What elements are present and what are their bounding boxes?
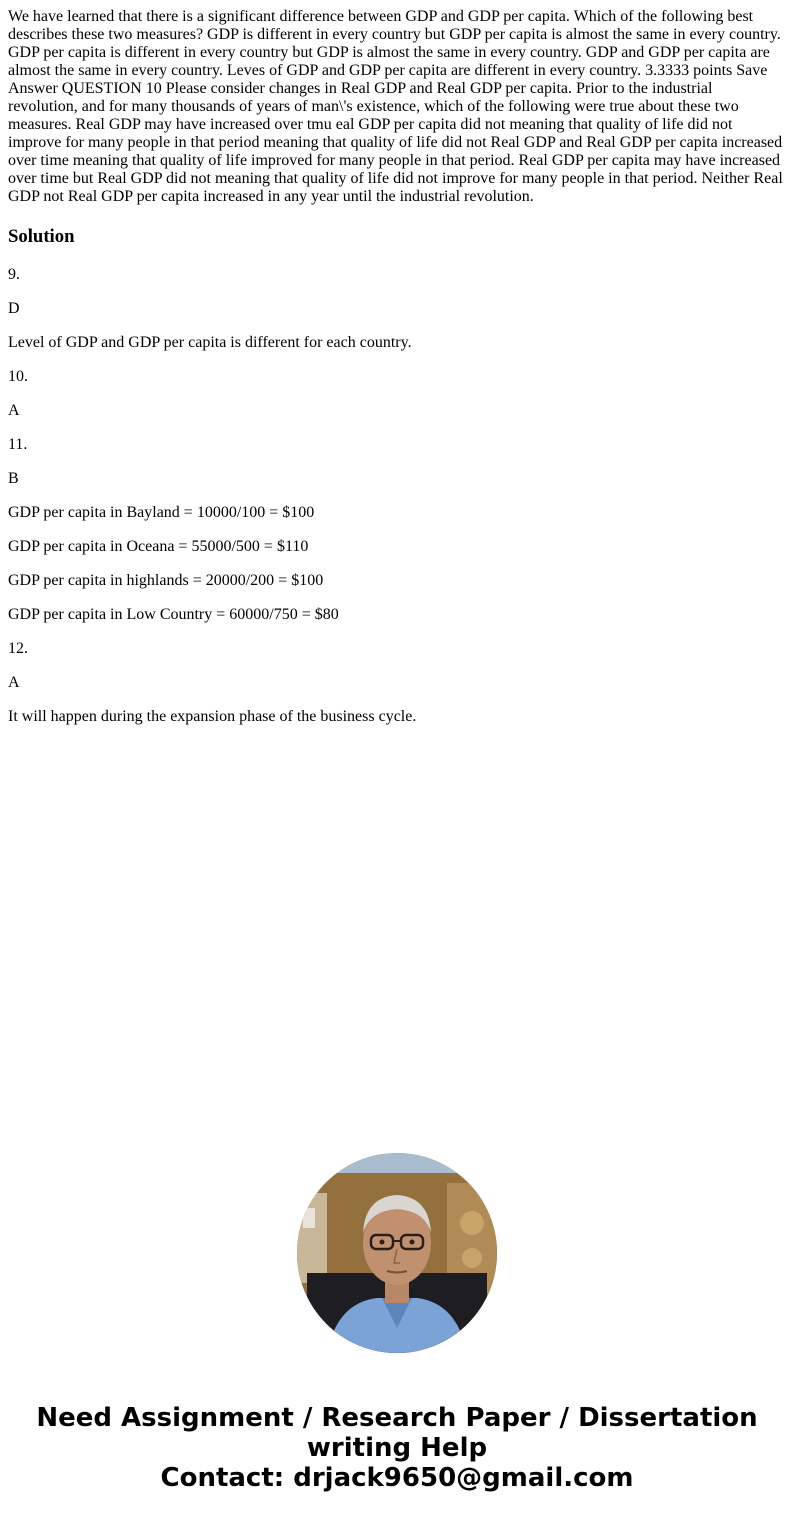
promo-line-1: Need Assignment / Research Paper / Dissertation bbox=[36, 1403, 758, 1433]
answer-choice-9: D bbox=[8, 300, 20, 317]
calc-oceana: GDP per capita in Oceana = 55000/500 = $110 bbox=[8, 538, 309, 555]
portrait-image bbox=[297, 1153, 497, 1353]
avatar bbox=[297, 1153, 497, 1353]
answer-number-9: 9. bbox=[8, 266, 20, 283]
promo-line-2: writing Help bbox=[306, 1433, 488, 1463]
promo-contact: Contact: drjack9650@gmail.com bbox=[160, 1463, 634, 1493]
question-text: We have learned that there is a significant difference between GDP and GDP per capita. Which of the following best describes these two measures? GDP is different in every country but GDP per capita is almost the same in every country. GDP per capita is different in every country but GDP is almost the same in every country. GDP and GDP per capita are almost the same in every country. Leves of GDP and GDP per capita are different in every country. 3.3333 points Save Answer QUESTION 10 Please consider changes in Real GDP and Real GDP per capita. Prior to the industrial revolution, and for many thousands of years of man\'s existence, which of the following were true about these two measures. Real GDP may have increased over tmu eal GDP per capita did not meaning that quality of life did not improve for many people in that period meaning that quality of life did not Real GDP and Real GDP per capita increased over time meaning that quality of life improved for many people in that period. Real GDP per capita may have increased over time but Real GDP did not meaning that quality of life did not improve for many people in that period. Neither Real GDP not Real GDP per capita increased in any year until the industrial revolution. bbox=[8, 8, 783, 205]
promo-banner bbox=[0, 1403, 794, 1493]
answer-choice-11: B bbox=[8, 470, 19, 487]
calc-low-country: GDP per capita in Low Country = 60000/750 = $80 bbox=[8, 606, 339, 623]
calc-highlands: GDP per capita in highlands = 20000/200 = $100 bbox=[8, 572, 324, 589]
answer-explanation-12: It will happen during the expansion phase of the business cycle. bbox=[8, 708, 417, 725]
calc-bayland: GDP per capita in Bayland = 10000/100 = $100 bbox=[8, 504, 315, 521]
answer-number-10: 10. bbox=[8, 368, 28, 385]
solution-heading: Solution bbox=[8, 226, 75, 247]
answer-choice-10: A bbox=[8, 402, 20, 419]
answer-number-12: 12. bbox=[8, 640, 28, 657]
answer-number-11: 11. bbox=[8, 436, 28, 453]
answer-explanation-9: Level of GDP and GDP per capita is different for each country. bbox=[8, 334, 412, 351]
answer-choice-12: A bbox=[8, 674, 20, 691]
document-body bbox=[8, 8, 786, 742]
